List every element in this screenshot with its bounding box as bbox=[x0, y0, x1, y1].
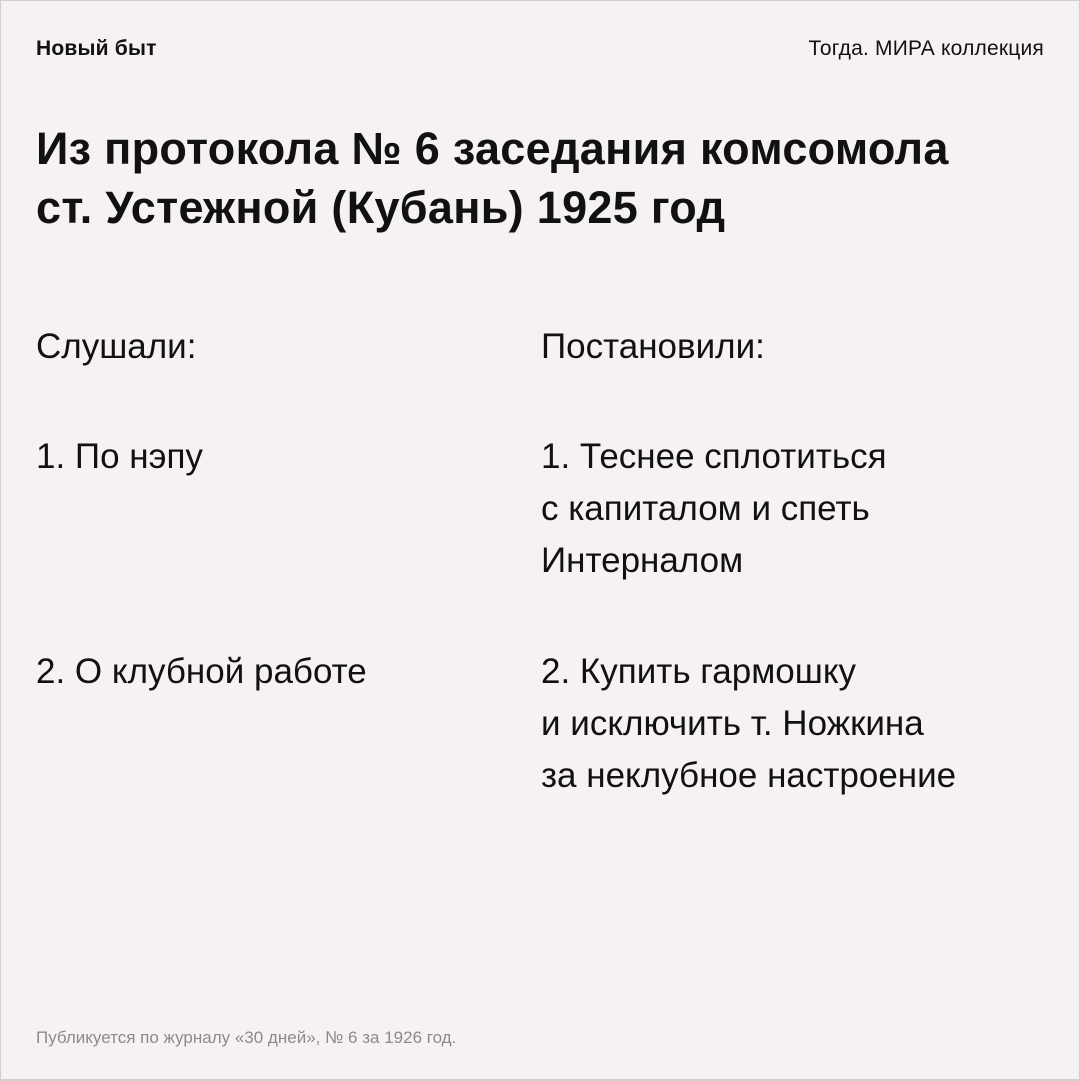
source-footnote: Публикуется по журналу «30 дней», № 6 за 1926 год. bbox=[36, 1028, 457, 1047]
heard-item-1: 1. По нэпу bbox=[36, 437, 203, 476]
brand-label: Новый быт bbox=[36, 37, 157, 60]
decided-item-1: 1. Теснее сплотиться с капиталом и спеть Интерналом bbox=[541, 437, 887, 580]
heard-column bbox=[36, 321, 496, 691]
decided-item-2: 2. Купить гармошку и исключить т. Ножкина за неклубное настроение bbox=[541, 652, 957, 795]
collection-label: Тогда. МИРА коллекция bbox=[808, 37, 1044, 60]
page-title bbox=[36, 119, 1036, 237]
heard-heading: Слушали: bbox=[36, 327, 197, 366]
title-line-1: Из протокола № 6 заседания комсомола bbox=[36, 123, 949, 174]
decided-column bbox=[541, 321, 1041, 795]
heard-item-2: 2. О клубной работе bbox=[36, 652, 367, 691]
title-line-2: ст. Устежной (Кубань) 1925 год bbox=[36, 182, 726, 233]
decided-heading: Постановили: bbox=[541, 327, 765, 366]
page bbox=[1, 1, 1079, 1079]
